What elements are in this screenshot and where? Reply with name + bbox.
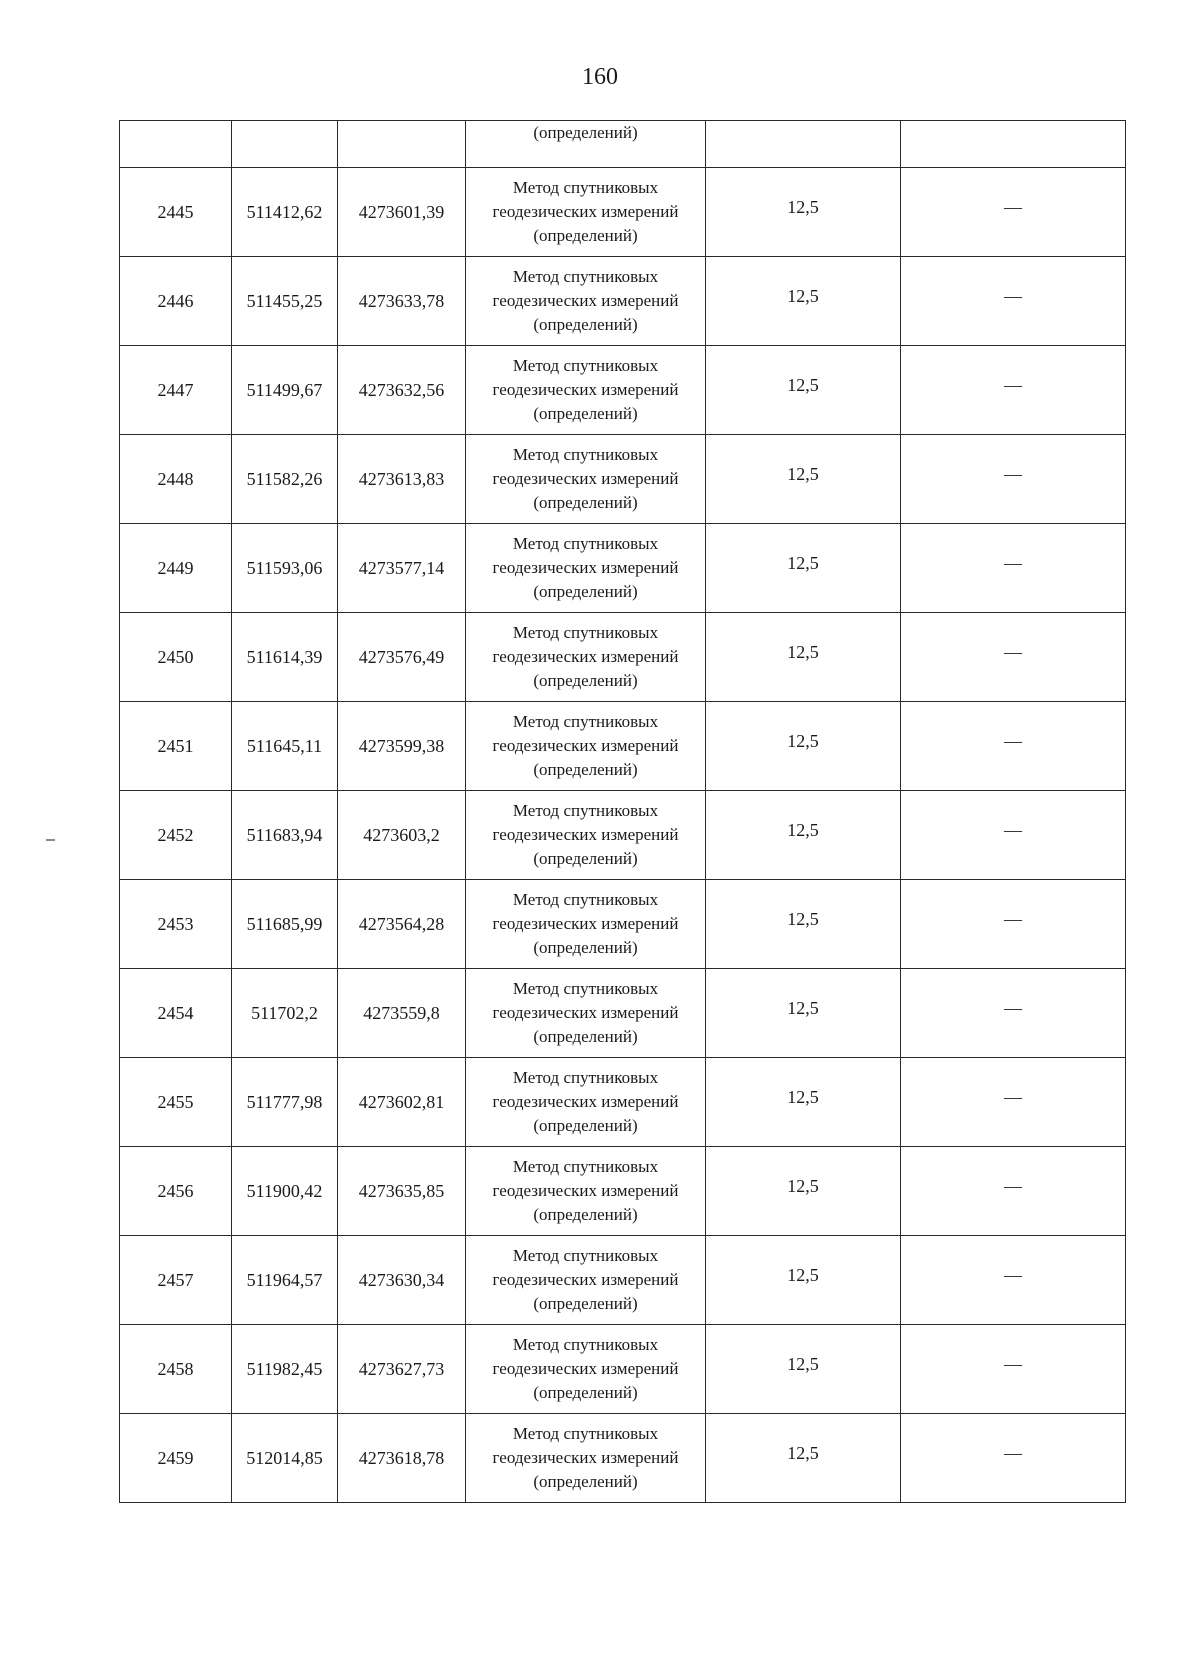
point-number-value: 2451 <box>157 735 194 756</box>
y-coordinate-value: 4273601,39 <box>358 201 445 222</box>
x-coordinate-value: 512014,85 <box>246 1447 323 1468</box>
x-coordinate-cell <box>232 435 338 524</box>
point-number-cell <box>120 257 232 346</box>
error-cell <box>706 880 901 969</box>
point-number-cell <box>120 702 232 791</box>
note-cell <box>901 1236 1126 1325</box>
method-line: Метод спутниковых <box>512 1335 659 1354</box>
method-line: геодезических измерений <box>492 1092 679 1111</box>
y-coordinate-cell <box>338 880 466 969</box>
error-cell <box>706 1058 901 1147</box>
table-row <box>120 1236 1126 1325</box>
table-row <box>120 791 1126 880</box>
method-line: Метод спутниковых <box>512 445 659 464</box>
point-number-cell <box>120 1414 232 1503</box>
x-coordinate-cell <box>232 880 338 969</box>
note-cell <box>901 346 1126 435</box>
method-cell <box>466 1325 706 1414</box>
point-number-cell <box>120 1058 232 1147</box>
x-coordinate-value: 511593,06 <box>246 557 323 578</box>
note-cell <box>901 1058 1126 1147</box>
error-value: 12,5 <box>787 285 819 306</box>
note-value: — <box>1004 1175 1022 1196</box>
note-value: — <box>1004 997 1022 1018</box>
y-coordinate-value: 4273630,34 <box>358 1269 445 1290</box>
error-cell <box>706 1147 901 1236</box>
error-value: 12,5 <box>787 997 819 1018</box>
table-row <box>120 257 1126 346</box>
y-coordinate-value: 4273602,81 <box>358 1091 445 1112</box>
error-cell <box>706 1325 901 1414</box>
x-coordinate-cell <box>232 168 338 257</box>
y-coordinate-cell <box>338 1147 466 1236</box>
point-number-cell <box>120 121 232 168</box>
x-coordinate-value: 511412,62 <box>246 201 323 222</box>
table-row <box>120 1325 1126 1414</box>
error-value: 12,5 <box>787 641 819 662</box>
method-line: (определений) <box>533 671 638 690</box>
method-line: геодезических измерений <box>492 736 679 755</box>
y-coordinate-cell <box>338 524 466 613</box>
method-cell <box>466 1414 706 1503</box>
error-value: 12,5 <box>787 1442 819 1463</box>
error-value: 12,5 <box>787 196 819 217</box>
table-row <box>120 1147 1126 1236</box>
point-number-value: 2448 <box>157 468 194 489</box>
error-cell <box>706 121 901 168</box>
method-line: (определений) <box>533 493 638 512</box>
method-line: геодезических измерений <box>492 1003 679 1022</box>
method-line: Метод спутниковых <box>512 267 659 286</box>
x-coordinate-cell <box>232 613 338 702</box>
x-coordinate-value: 511777,98 <box>246 1091 323 1112</box>
method-line: (определений) <box>533 1383 638 1402</box>
note-value: — <box>1004 1264 1022 1285</box>
method-line: (определений) <box>533 938 638 957</box>
x-coordinate-value: 511900,42 <box>246 1180 323 1201</box>
table-row <box>120 346 1126 435</box>
method-line: геодезических измерений <box>492 1448 679 1467</box>
method-cell <box>466 168 706 257</box>
table-row <box>120 969 1126 1058</box>
note-value: — <box>1004 908 1022 929</box>
note-cell <box>901 435 1126 524</box>
error-cell <box>706 1414 901 1503</box>
error-cell <box>706 613 901 702</box>
method-line: (определений) <box>533 1205 638 1224</box>
note-cell <box>901 880 1126 969</box>
method-line: Метод спутниковых <box>512 890 659 909</box>
note-cell <box>901 791 1126 880</box>
error-value: 12,5 <box>787 908 819 929</box>
note-cell <box>901 1325 1126 1414</box>
x-coordinate-cell <box>232 1236 338 1325</box>
point-number-cell <box>120 524 232 613</box>
method-line: (определений) <box>533 1294 638 1313</box>
method-line: геодезических измерений <box>492 202 679 221</box>
note-value: — <box>1004 641 1022 662</box>
method-line: (определений) <box>533 849 638 868</box>
method-line: геодезических измерений <box>492 380 679 399</box>
note-cell <box>901 121 1126 168</box>
point-number-cell <box>120 613 232 702</box>
method-line: Метод спутниковых <box>512 1246 659 1265</box>
method-line: (определений) <box>533 1116 638 1135</box>
x-coordinate-value: 511645,11 <box>246 735 323 756</box>
note-value: — <box>1004 374 1022 395</box>
method-line: Метод спутниковых <box>512 801 659 820</box>
point-number-cell <box>120 791 232 880</box>
y-coordinate-cell <box>338 969 466 1058</box>
point-number-value: 2452 <box>157 824 194 845</box>
method-cell <box>466 880 706 969</box>
note-value: — <box>1004 552 1022 573</box>
note-value: — <box>1004 819 1022 840</box>
point-number-cell <box>120 435 232 524</box>
point-number-value: 2455 <box>157 1091 194 1112</box>
method-cell <box>466 346 706 435</box>
method-line: Метод спутниковых <box>512 1157 659 1176</box>
error-cell <box>706 435 901 524</box>
method-line: геодезических измерений <box>492 647 679 666</box>
point-number-cell <box>120 168 232 257</box>
y-coordinate-cell <box>338 1058 466 1147</box>
method-line: (определений) <box>533 315 638 334</box>
table-row <box>120 435 1126 524</box>
point-number-cell <box>120 969 232 1058</box>
method-cell: (определений) <box>466 121 706 168</box>
error-cell <box>706 524 901 613</box>
method-line: геодезических измерений <box>492 291 679 310</box>
error-value: 12,5 <box>787 463 819 484</box>
table-row <box>120 524 1126 613</box>
coordinates-table <box>119 120 1126 1503</box>
error-value: 12,5 <box>787 1086 819 1107</box>
point-number-value: 2445 <box>157 201 194 222</box>
table-row <box>120 168 1126 257</box>
note-cell <box>901 1414 1126 1503</box>
table-row <box>120 613 1126 702</box>
note-cell <box>901 702 1126 791</box>
error-cell <box>706 346 901 435</box>
y-coordinate-cell <box>338 1236 466 1325</box>
point-number-value: 2456 <box>157 1180 194 1201</box>
method-line: геодезических измерений <box>492 825 679 844</box>
method-cell <box>466 1147 706 1236</box>
error-cell <box>706 257 901 346</box>
continuation-row <box>120 121 1126 168</box>
method-cell <box>466 791 706 880</box>
error-value: 12,5 <box>787 374 819 395</box>
y-coordinate-value: 4273603,2 <box>363 824 440 845</box>
method-line: геодезических измерений <box>492 469 679 488</box>
error-cell <box>706 1236 901 1325</box>
error-cell <box>706 969 901 1058</box>
y-coordinate-value: 4273618,78 <box>358 1447 445 1468</box>
method-line: (определений) <box>533 404 638 423</box>
method-cell <box>466 969 706 1058</box>
x-coordinate-value: 511685,99 <box>246 913 323 934</box>
table-row <box>120 1058 1126 1147</box>
error-value: 12,5 <box>787 1264 819 1285</box>
point-number-value: 2447 <box>157 379 194 400</box>
method-line: (определений) <box>533 760 638 779</box>
method-cell <box>466 613 706 702</box>
y-coordinate-value: 4273632,56 <box>358 379 445 400</box>
x-coordinate-value: 511614,39 <box>246 646 323 667</box>
point-number-value: 2450 <box>157 646 194 667</box>
method-cell <box>466 524 706 613</box>
error-value: 12,5 <box>787 1353 819 1374</box>
method-line: геодезических измерений <box>492 1181 679 1200</box>
method-line: Метод спутниковых <box>512 712 659 731</box>
note-cell <box>901 168 1126 257</box>
y-coordinate-cell <box>338 168 466 257</box>
table-row <box>120 880 1126 969</box>
x-coordinate-cell <box>232 1325 338 1414</box>
point-number-value: 2459 <box>157 1447 194 1468</box>
error-value: 12,5 <box>787 730 819 751</box>
method-line: (определений) <box>533 1027 638 1046</box>
point-number-value: 2449 <box>157 557 194 578</box>
error-value: 12,5 <box>787 1175 819 1196</box>
y-coordinate-cell <box>338 613 466 702</box>
x-coordinate-value: 511455,25 <box>246 290 323 311</box>
x-coordinate-cell <box>232 346 338 435</box>
note-value: — <box>1004 196 1022 217</box>
y-coordinate-value: 4273576,49 <box>358 646 445 667</box>
x-coordinate-cell <box>232 121 338 168</box>
x-coordinate-value: 511964,57 <box>246 1269 323 1290</box>
method-line: (определений) <box>533 1472 638 1491</box>
x-coordinate-value: 511982,45 <box>246 1358 323 1379</box>
x-coordinate-cell <box>232 1058 338 1147</box>
note-cell <box>901 524 1126 613</box>
x-coordinate-cell <box>232 257 338 346</box>
point-number-cell <box>120 1236 232 1325</box>
point-number-cell <box>120 1325 232 1414</box>
point-number-cell <box>120 346 232 435</box>
method-cell <box>466 257 706 346</box>
method-cell <box>466 1236 706 1325</box>
method-line: геодезических измерений <box>492 1359 679 1378</box>
y-coordinate-cell <box>338 346 466 435</box>
method-cell <box>466 1058 706 1147</box>
x-coordinate-value: 511683,94 <box>246 824 323 845</box>
y-coordinate-value: 4273627,73 <box>358 1358 445 1379</box>
y-coordinate-value: 4273599,38 <box>358 735 445 756</box>
error-value: 12,5 <box>787 819 819 840</box>
note-value: — <box>1004 463 1022 484</box>
method-line: Метод спутниковых <box>512 623 659 642</box>
point-number-value: 2453 <box>157 913 194 934</box>
method-cell <box>466 435 706 524</box>
y-coordinate-cell <box>338 1325 466 1414</box>
x-coordinate-cell <box>232 969 338 1058</box>
x-coordinate-cell <box>232 1147 338 1236</box>
note-cell <box>901 1147 1126 1236</box>
error-value: 12,5 <box>787 552 819 573</box>
y-coordinate-cell <box>338 1414 466 1503</box>
note-cell <box>901 969 1126 1058</box>
method-line: Метод спутниковых <box>512 356 659 375</box>
y-coordinate-cell <box>338 257 466 346</box>
x-coordinate-cell <box>232 702 338 791</box>
y-coordinate-value: 4273559,8 <box>363 1002 440 1023</box>
x-coordinate-value: 511499,67 <box>246 379 323 400</box>
scan-mark <box>46 839 55 841</box>
y-coordinate-cell <box>338 791 466 880</box>
note-value: — <box>1004 730 1022 751</box>
y-coordinate-value: 4273633,78 <box>358 290 445 311</box>
method-line: Метод спутниковых <box>512 979 659 998</box>
method-line: Метод спутниковых <box>512 1068 659 1087</box>
point-number-value: 2454 <box>157 1002 194 1023</box>
note-value: — <box>1004 285 1022 306</box>
error-cell <box>706 791 901 880</box>
note-value: — <box>1004 1442 1022 1463</box>
x-coordinate-cell <box>232 791 338 880</box>
method-line: Метод спутниковых <box>512 178 659 197</box>
method-line: геодезических измерений <box>492 1270 679 1289</box>
method-line: Метод спутниковых <box>512 534 659 553</box>
point-number-value: 2446 <box>157 290 194 311</box>
y-coordinate-cell <box>338 121 466 168</box>
table-row <box>120 1414 1126 1503</box>
point-number-cell <box>120 880 232 969</box>
y-coordinate-value: 4273613,83 <box>358 468 445 489</box>
x-coordinate-value: 511702,2 <box>251 1002 318 1023</box>
error-cell <box>706 702 901 791</box>
x-coordinate-cell <box>232 1414 338 1503</box>
note-cell <box>901 257 1126 346</box>
point-number-cell <box>120 1147 232 1236</box>
method-line: Метод спутниковых <box>512 1424 659 1443</box>
y-coordinate-cell <box>338 702 466 791</box>
y-coordinate-cell <box>338 435 466 524</box>
note-value: — <box>1004 1353 1022 1374</box>
y-coordinate-value: 4273564,28 <box>358 913 445 934</box>
note-cell <box>901 613 1126 702</box>
error-cell <box>706 168 901 257</box>
y-coordinate-value: 4273577,14 <box>358 557 445 578</box>
page-number: 160 <box>582 64 618 90</box>
method-cell <box>466 702 706 791</box>
method-line: (определений) <box>533 226 638 245</box>
x-coordinate-value: 511582,26 <box>246 468 323 489</box>
method-line: геодезических измерений <box>492 914 679 933</box>
note-value: — <box>1004 1086 1022 1107</box>
x-coordinate-cell <box>232 524 338 613</box>
method-line: геодезических измерений <box>492 558 679 577</box>
point-number-value: 2457 <box>157 1269 194 1290</box>
y-coordinate-value: 4273635,85 <box>358 1180 445 1201</box>
point-number-value: 2458 <box>157 1358 194 1379</box>
table-row <box>120 702 1126 791</box>
method-line: (определений) <box>533 582 638 601</box>
